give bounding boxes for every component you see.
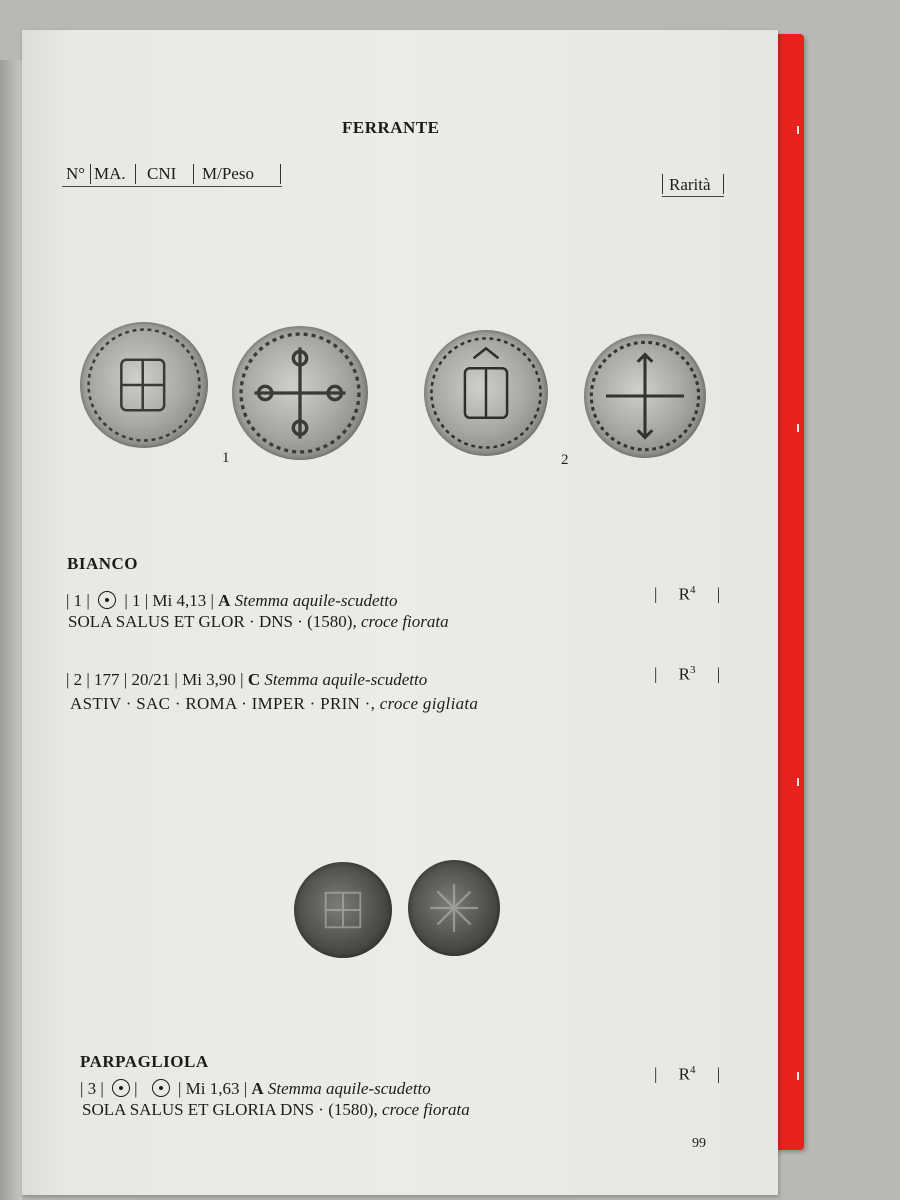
entry-2-legend: ASTIV · SAC · ROMA · IMPER · PRIN ·, <box>70 694 376 713</box>
entry-3-rarity: | $R^4$ | <box>654 1064 721 1084</box>
section-heading-bianco: BIANCO <box>67 554 139 573</box>
entry-2-prefix: | 2 | 177 | 20/21 | <box>66 670 178 689</box>
coin-1-reverse-image <box>232 326 368 460</box>
coin-1-obverse-image <box>80 322 208 448</box>
coin-3-obverse-image <box>294 862 392 958</box>
page-number: 99 <box>692 1136 706 1151</box>
entry-1-prefix: | 1 | <box>66 591 90 610</box>
entry-3-reverse-desc: croce fiorata <box>382 1100 470 1119</box>
entry-3-prefix: | 3 | <box>80 1079 104 1098</box>
entry-2-desc: Stemma aquile-scudetto <box>264 670 428 689</box>
book-left-edge <box>0 60 22 1200</box>
book-page <box>22 30 778 1195</box>
page-title: FERRANTE <box>342 118 440 137</box>
coin-3-reverse-image <box>408 860 500 956</box>
entry-3-weight: | Mi 1,63 | <box>177 1079 248 1098</box>
entry-2-line-1 <box>66 670 427 690</box>
entry-3-line-1: | 3 | | | Mi 1,63 | A Stemma aquile-scudetto <box>80 1079 431 1098</box>
entry-2-side: C <box>247 670 261 689</box>
entry-1-side: A <box>218 591 231 610</box>
entry-3-legend: SOLA SALUS ET GLORIA DNS · (1580), <box>82 1100 378 1119</box>
coin-2-reverse-image <box>584 334 706 458</box>
header-no: N° <box>66 164 86 183</box>
header-cni: CNI <box>147 164 177 183</box>
coin-2-obverse-image <box>424 330 548 456</box>
entry-1-legend: SOLA SALUS ET GLOR · DNS · (1580), <box>68 612 357 631</box>
coin-1-label: 1 <box>222 450 230 466</box>
entry-3-desc: Stemma aquile-scudetto <box>267 1079 431 1098</box>
section-heading-parpagliola: PARPAGLIOLA <box>80 1052 209 1071</box>
coin-2-label: 2 <box>561 452 569 468</box>
entry-2-reverse-desc: croce gigliata <box>379 694 479 713</box>
entry-3-side: A <box>251 1079 264 1098</box>
entry-2-line-2 <box>70 694 478 714</box>
header-ma: MA. <box>94 164 126 183</box>
entry-1-line-1 <box>66 588 398 611</box>
header-rarita: Rarità <box>669 175 711 194</box>
entry-1-line-2 <box>68 612 449 632</box>
entry-1-reverse-desc: croce fiorata <box>360 612 449 631</box>
circle-dot-icon <box>152 1079 170 1097</box>
entry-1-desc: Stemma aquile-scudetto <box>234 591 398 610</box>
entry-1-weight: Mi 4,13 | <box>152 591 214 610</box>
entry-1-cni: | 1 | <box>124 591 149 610</box>
entry-3-line-2 <box>82 1100 470 1120</box>
circle-dot-icon <box>112 1079 130 1097</box>
entry-2-rarity: | $R^3$ | <box>654 664 721 684</box>
header-mpeso: M/Peso <box>202 164 254 183</box>
circle-dot-icon <box>98 591 116 609</box>
entry-1-rarity: | $R^4$ | <box>654 584 721 604</box>
entry-2-weight: Mi 3,90 | <box>182 670 244 689</box>
